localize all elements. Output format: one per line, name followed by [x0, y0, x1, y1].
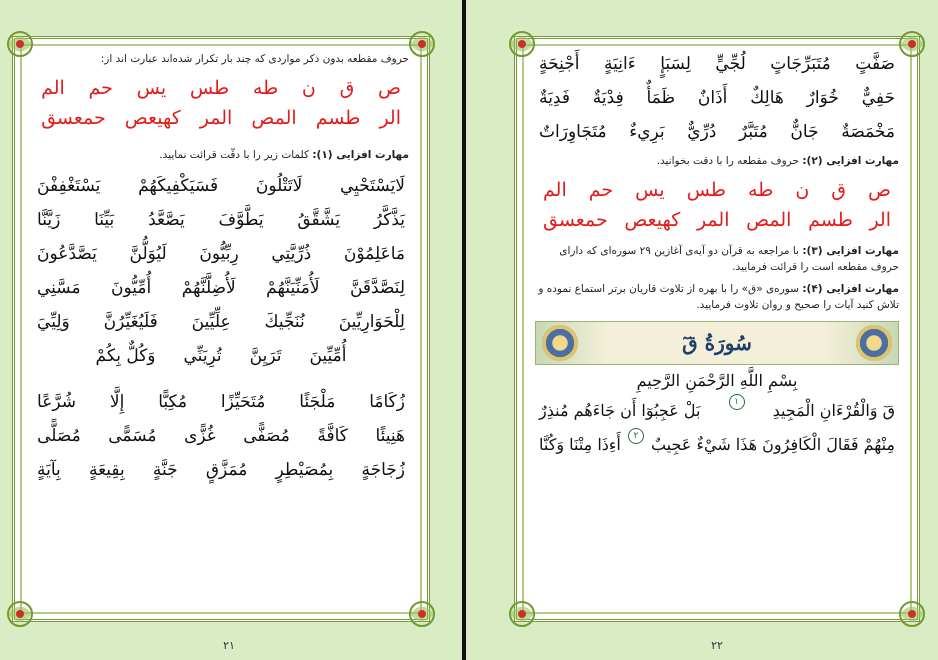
word: أُمِّيُّونَ — [111, 278, 152, 298]
word: زُكَامًا — [369, 392, 405, 412]
muqattaat-item: المص — [251, 107, 297, 129]
word: كَافَّةً — [317, 426, 348, 446]
word: نُنَجِّيكَ — [264, 312, 305, 332]
muqattaat-row-1 — [543, 175, 891, 205]
word: مُصَلًّى — [37, 426, 81, 446]
word-row — [37, 169, 405, 203]
corner-ornament-icon — [3, 27, 37, 61]
word-row — [539, 81, 895, 115]
muqattaat-item: طسم — [808, 209, 853, 231]
word: مُتَجَاوِرَاتٌ — [539, 122, 607, 142]
word-row — [37, 453, 405, 487]
muqattaat-item: یس — [635, 179, 665, 201]
muqattaat-item: طه — [252, 77, 279, 99]
verse-line — [539, 394, 895, 428]
word: صَفَّتٍ — [855, 54, 895, 74]
word: فِدْيَةٌ — [592, 88, 624, 108]
word: مَسَّنِي — [37, 278, 81, 298]
surah-header-banner — [535, 321, 899, 365]
word: لَيُوَلُّنَّ — [129, 244, 167, 264]
skill-note-label: مهارت افزایی (۴): — [802, 283, 899, 295]
muqattaat-item: الم — [543, 179, 567, 201]
word-row — [539, 115, 895, 149]
verse-number-icon: ۲ — [628, 428, 644, 444]
word: يَذَّكَّرُ — [373, 210, 405, 230]
word: بَيِّنَا — [94, 210, 115, 230]
word-row — [37, 237, 405, 271]
word: خُوَارٌ — [806, 88, 839, 108]
word: أُمِّيِّينَ — [309, 346, 347, 366]
skill-note-label: مهارت افزایی (۳): — [802, 245, 899, 257]
word: يَطَّوَّفَ — [218, 210, 264, 230]
word: بَرِيءٌ — [629, 122, 665, 142]
corner-ornament-icon — [3, 597, 37, 631]
verse-text: مِنْهُمْ فَقَالَ الْكَافِرُونَ هَذَا شَيْءٌ عَجِيبٌ — [650, 435, 895, 454]
skill-note-1 — [33, 147, 409, 163]
verse-text: أَءِذَا مِتْنَا وَكُنَّا — [539, 435, 621, 454]
word: جَانٌّ — [790, 122, 819, 142]
word-row — [539, 47, 895, 81]
word: شُرَّعًا — [37, 392, 76, 412]
word: مُكِبًّا — [158, 392, 188, 412]
muqattaat-item: حم — [88, 77, 113, 99]
page-frame — [514, 36, 920, 622]
word: لَأُضِلَّنَّهُمْ — [181, 278, 236, 298]
muqattaat-item: طسم — [315, 107, 361, 129]
verse-text: بَلْ عَجِبُوٓا أَن جَاءَهُم مُنذِرٌ — [539, 401, 701, 420]
word-row — [37, 339, 405, 373]
page-number: ۲۱ — [223, 639, 235, 652]
muqattaat-item: ق — [831, 179, 847, 201]
word: أَجْنِحَةٍ — [539, 54, 580, 74]
muqattaat-item: طس — [189, 77, 230, 99]
muqattaat-item: کهیعص — [124, 107, 181, 129]
medallion-icon — [856, 325, 892, 361]
corner-ornament-icon — [505, 597, 539, 631]
muqattaat-item: ص — [868, 179, 891, 201]
word: مُتَحَيِّزًا — [220, 392, 266, 412]
word: هَالِكٌ — [750, 88, 784, 108]
word: لَايَسْتَحْيِي — [340, 176, 405, 196]
muqattaat-item: المر — [199, 107, 233, 129]
verse-text: قٓ وَالْقُرْءَانِ الْمَجِيدِ — [772, 401, 895, 420]
muqattaat-item: طس — [686, 179, 726, 201]
word: غُزًّى — [184, 426, 216, 446]
word: لَاتَتْلُونَ — [255, 176, 303, 196]
muqattaat-item: حمعسق — [41, 107, 106, 129]
word: بِآيَةٍ — [37, 460, 61, 480]
skill-note-4 — [535, 281, 899, 313]
corner-ornament-icon — [405, 27, 439, 61]
muqattaat-item: ص — [378, 77, 401, 99]
left-content — [33, 51, 409, 609]
skill-note-text: کلمات زیر را با دقّت قرائت نمایید. — [159, 149, 309, 161]
skill-note-text: سوره‌ی «ق» را با بهره از تلاوت قاریان برتر استماع نموده و تلاش کنید آیات را صحیح و روان تلاوت فرمایید. — [538, 283, 899, 311]
corner-ornament-icon — [895, 597, 929, 631]
muqattaat-item: ن — [301, 77, 316, 99]
muqattaat-item: حمعسق — [543, 209, 608, 231]
word: وَكُلٌّ بِكُمْ — [95, 346, 156, 366]
left-page — [0, 0, 458, 660]
muqattaat-item: الر — [869, 209, 891, 231]
word: مُمَزَّقٍ — [205, 460, 248, 480]
word: دُرِّيٌّ — [687, 122, 717, 142]
skill-note-label: مهارت افزایی (۱): — [312, 149, 409, 161]
medallion-icon — [542, 325, 578, 361]
corner-ornament-icon — [505, 27, 539, 61]
intro-note: حروف مقطعه بدون ذکر مواردی که چند بار تکرار شده‌اند عبارت اند از: — [100, 53, 409, 65]
corner-ornament-icon — [895, 27, 929, 61]
word: يَسْتَغْفِفْنَ — [37, 176, 101, 196]
word: أَذَانٌ — [697, 88, 728, 108]
muqattaat-item: یس — [136, 77, 167, 99]
word: لِلْحَوَارِيِّينَ — [338, 312, 405, 332]
muqattaat-item: طه — [748, 179, 774, 201]
word: فَسَيَكْفِيكَهُمْ — [138, 176, 219, 196]
verse-line — [539, 428, 895, 462]
word: زُجَاجَةٍ — [361, 460, 405, 480]
word: يَشَّقَّقُ — [297, 210, 341, 230]
right-page — [474, 0, 932, 660]
word-row — [37, 203, 405, 237]
word: ظَمَأٌ — [646, 88, 676, 108]
word: ذُرِّيَّتِي — [271, 244, 312, 264]
word: بِمُصَيْطِرٍ — [275, 460, 334, 480]
skill-note-2 — [535, 153, 899, 169]
muqattaat-row-2 — [41, 103, 401, 133]
corner-ornament-icon — [405, 597, 439, 631]
word: مَاعَلِمُوْنَ — [343, 244, 405, 264]
word: إِلَّا — [109, 392, 125, 412]
word: ءَانِيَةٍ — [604, 54, 636, 74]
word: جَنَّةٍ — [152, 460, 178, 480]
muqattaat-item: المر — [696, 209, 730, 231]
word: مَلْجَئًا — [299, 392, 336, 412]
word: هَنِيئًا — [375, 426, 405, 446]
muqattaat-row-2 — [543, 205, 891, 235]
word-row — [37, 385, 405, 419]
book-spine — [462, 0, 466, 660]
word: حَفِيٌّ — [861, 88, 895, 108]
muqattaat-item: ق — [339, 77, 355, 99]
surah-title: سُورَةُ قٓ — [682, 331, 752, 355]
page-number: ۲۲ — [711, 639, 723, 652]
word: يَصَّدَّعُونَ — [37, 244, 97, 264]
muqattaat-item: الر — [379, 107, 401, 129]
word: تَرَيِنَّ — [249, 346, 282, 366]
skill-note-3 — [535, 243, 899, 275]
word: فَلَيُغَيِّرُنَّ — [103, 312, 158, 332]
word: فَدِيَةٌ — [539, 88, 570, 108]
muqattaat-item: ن — [795, 179, 810, 201]
page-frame — [12, 36, 430, 622]
muqattaat-row-1 — [41, 73, 401, 103]
right-content — [535, 47, 899, 609]
word: لُجِّيٍّ — [715, 54, 746, 74]
skill-note-text: حروف مقطعه را با دقت بخوانید. — [656, 155, 799, 167]
word-row — [37, 419, 405, 453]
word-row — [37, 271, 405, 305]
word: مَخْمَصَةٌ — [841, 122, 895, 142]
muqattaat-item: کهیعص — [624, 209, 681, 231]
muqattaat-item: حم — [588, 179, 614, 201]
word: وَلِيِّيَ — [37, 312, 70, 332]
word: رِبِّيُّونَ — [199, 244, 239, 264]
word: لَأُمَنِّيَنَّهُمْ — [266, 278, 320, 298]
word: عِلِّيِّينَ — [191, 312, 231, 332]
muqattaat-item: المص — [746, 209, 792, 231]
word: لِنَصَّدَّقَنَّ — [349, 278, 405, 298]
word: لِسَبَإٍ — [660, 54, 691, 74]
word: يَصَّعَّدُ — [148, 210, 185, 230]
word: مُتَبَرِّجَاتٍ — [770, 54, 831, 74]
word: مُتَبَّرٌ — [739, 122, 768, 142]
word: زَيَّنَّا — [37, 210, 61, 230]
basmala: بِسْمِ اللَّهِ الرَّحْمَنِ الرَّحِيمِ — [636, 371, 798, 390]
word: مُسَمًّى — [108, 426, 157, 446]
word: بِقِيعَةٍ — [88, 460, 125, 480]
word-row — [37, 305, 405, 339]
skill-note-label: مهارت افزایی (۲): — [802, 155, 899, 167]
skill-note-text: با مراجعه به قرآن دو آیه‌ی آغازین ۲۹ سوره‌ای که دارای حروف مقطعه است را قرائت فرمایید. — [559, 245, 899, 273]
verse-number-icon: ۱ — [729, 394, 745, 410]
word: مُصَفًّى — [243, 426, 290, 446]
muqattaat-item: الم — [41, 77, 65, 99]
word: تُرِيَنِّي — [183, 346, 222, 366]
